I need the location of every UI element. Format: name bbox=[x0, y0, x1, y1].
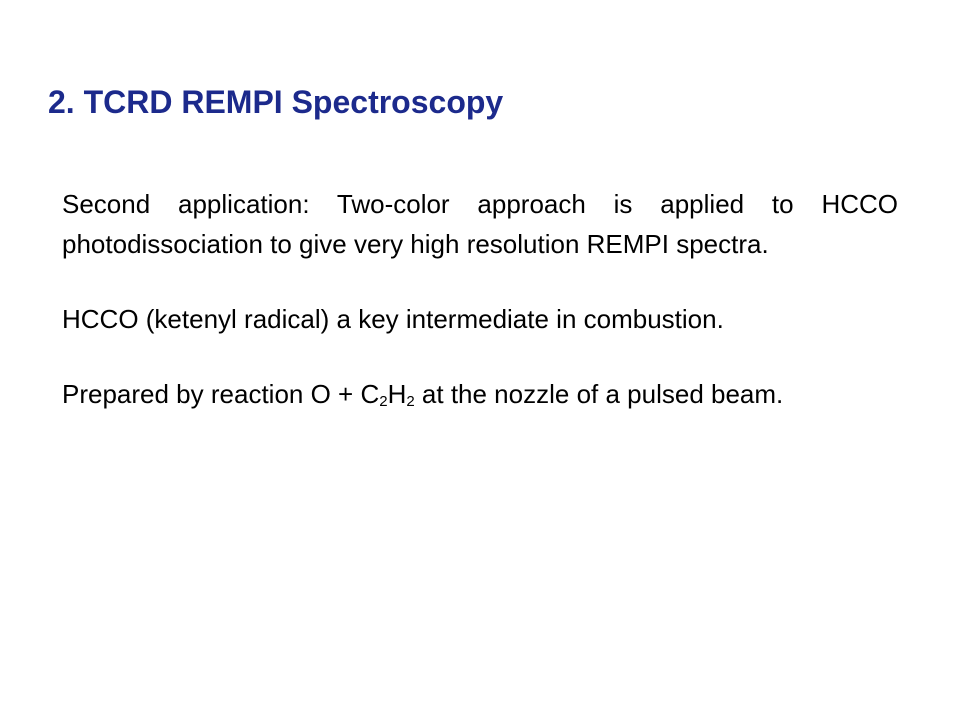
reaction-text-hydrogen: H bbox=[387, 379, 407, 409]
slide-title: 2. TCRD REMPI Spectroscopy bbox=[48, 84, 504, 120]
paragraph-preparation bbox=[62, 374, 898, 414]
slide-body bbox=[62, 184, 898, 449]
subscript-hydrogen-count: 2 bbox=[406, 393, 415, 410]
reaction-text-prefix: Prepared by reaction O + C bbox=[62, 379, 380, 409]
subscript-carbon-count: 2 bbox=[379, 393, 388, 410]
reaction-text-suffix: at the nozzle of a pulsed beam. bbox=[414, 379, 784, 409]
paragraph-hcco-intermediate: HCCO (ketenyl radical) a key intermediate in combustion. bbox=[62, 304, 724, 334]
paragraph-second-application: Second application: Two-color approach is applied to HCCO photodissociation to give very high resolution REMPI spectra. bbox=[62, 189, 898, 259]
